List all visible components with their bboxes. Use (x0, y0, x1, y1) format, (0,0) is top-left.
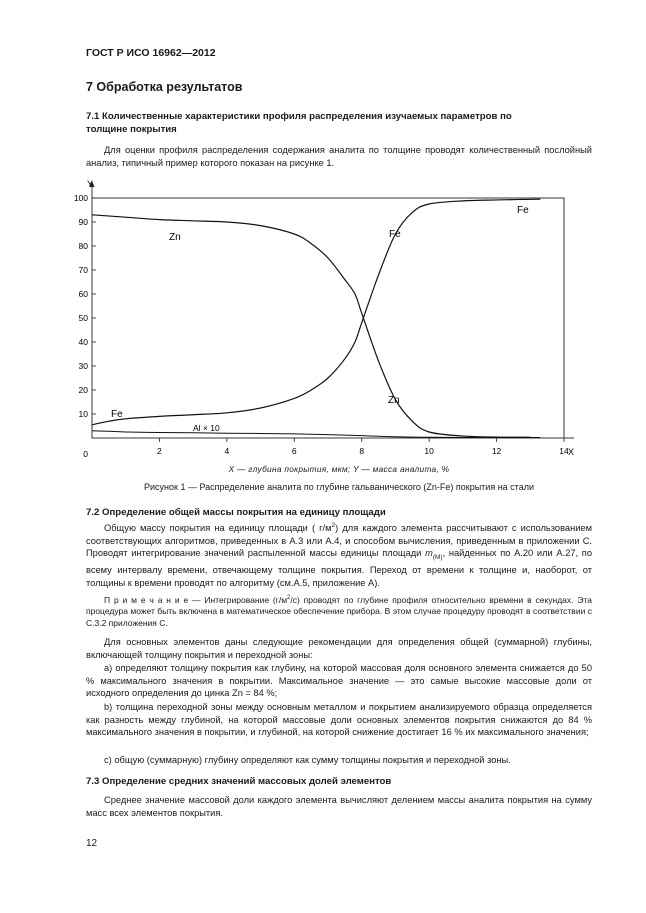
subsection-7-2-title: 7.2 Определение общей массы покрытия на единицу площади (86, 507, 386, 518)
y-tick-label: 20 (78, 385, 88, 395)
y-tick-label: 60 (78, 289, 88, 299)
annotation-al: Al × 10 (193, 423, 220, 433)
axis-y-label: Y (87, 179, 94, 189)
y-tick-label: 40 (78, 337, 88, 347)
x-tick-label: 12 (491, 446, 502, 456)
y-tick-label: 100 (73, 193, 88, 203)
x-tick-label: 10 (424, 446, 434, 456)
p721-part-c: , найденных по А.20 или А.27, по всему интервалу времени, отвечающему толщине покрытия. Переход от времени к толщине и, наоборот, от толщины к времени проводят по алгоритму (см.А.5, приложение А). (86, 548, 593, 588)
subsection-7-1-title-line-2: толщине покрытия (86, 123, 177, 135)
annotation-zn-upper: Zn (169, 232, 181, 243)
plot-frame (92, 198, 564, 438)
x-tick-label: 14 (559, 446, 569, 456)
note-superscript-2: 2 (287, 595, 291, 601)
series-line-zn (92, 215, 530, 437)
figure-1-chart (73, 176, 580, 466)
series-line-fe (92, 199, 540, 425)
y-tick-label: 10 (78, 409, 88, 419)
p721-symbol-m: m (425, 548, 433, 559)
paragraph-7-2-item-a: а) определяют толщину покрытия как глубину, на которой массовая доля основного элемента снижается до 50 % максимального значения в покрытии. Максимальное значение — это самые высокие массовые доли от исходного определения до цинка Zn = 84 %; (86, 663, 592, 698)
paragraph-7-2-item-b: b) толщина переходной зоны между основным металлом и покрытием анализируемого образца определяется как разность между глубиной, на которой массовые доли основных элементов покрытия снижаются до 84 % максимального значения в покрытии, и глубиной, на которой снижение достигает 16 % их максимального значения; (86, 702, 592, 737)
y-tick-label: 30 (78, 361, 88, 371)
paragraph-7-1: Для оценки профиля распределения содержания аналита по толщине проводят количественный послойный анализ, типичный пример которого показан на рисунке 1. (86, 145, 592, 168)
x-tick-label: 2 (157, 446, 162, 456)
annotation-fe-upper: Fe (389, 229, 401, 240)
y-tick-label: 70 (78, 265, 88, 275)
annotation-fe-lower: Fe (111, 409, 123, 420)
p721-part-a: Общую массу покрытия на единицу площади ( г/м (104, 523, 332, 534)
origin-label: 0 (83, 449, 88, 459)
subsection-7-1-title-line-1: 7.1 Количественные характеристики профиля распределения изучаемых параметров по (86, 111, 512, 122)
p721-symbol-m-subscript: (M) (432, 553, 443, 561)
y-tick-label: 90 (78, 217, 88, 227)
annotation-zn-lower: Zn (388, 395, 400, 406)
y-tick-label: 80 (78, 241, 88, 251)
x-tick-label: 4 (224, 446, 230, 456)
x-tick-label: 6 (291, 446, 297, 456)
note-part-a: П р и м е ч а н и е — Интегрирование (г/м (104, 594, 288, 605)
paragraph-7-2-2: Для основных элементов даны следующие рекомендации для определения общей (суммарной) глубины, включающей толщину покрытия и переходной зоны: (86, 637, 592, 660)
subsection-7-1-title (86, 111, 596, 136)
note-part-b: /с) проводят по глубине профиля относительно времени в секундах. Эта процедура может быть включена в математическое обеспечение прибора. В этом случае процедуру проводят в соответствии с С.3.2 приложения С. (86, 594, 592, 628)
axis-x-label: X (568, 447, 575, 457)
note-7-2 (86, 593, 592, 629)
annotation-fe-right: Fe (517, 205, 529, 216)
p721-part-b: ) для каждого элемента рассчитывают с использованием соответствующих алгоритмов, приведенных в А.3 или А.4, и способом вычисления, приведенным в приложении С. Проводят интегрирование значений распыленной массы единицы площади (86, 523, 592, 559)
page-number: 12 (86, 838, 98, 849)
paragraph-7-3: Среднее значение массовой доли каждого элемента вычисляют делением массы аналита покрытия на сумму масс всех элементов покрытия. (86, 795, 592, 818)
superscript-2: 2 (331, 522, 336, 529)
section-title: 7 Обработка результатов (86, 80, 243, 94)
y-tick-label: 50 (78, 313, 88, 323)
figure-axis-note: X — глубина покрытия, мкм; Y — масса аналита, % (228, 464, 450, 474)
figure-caption: Рисунок 1 — Распределение аналита по глубине гальванического (Zn-Fe) покрытия на стали (144, 482, 534, 492)
paragraph-7-2-item-c: с) общую (суммарную) глубину определяют как сумму толщины покрытия и переходной зоны. (104, 755, 511, 765)
x-tick-label: 8 (359, 446, 365, 456)
document-header: ГОСТ Р ИСО 16962—2012 (86, 47, 216, 59)
subsection-7-3-title: 7.3 Определение средних значений массовых долей элементов (86, 776, 392, 787)
paragraph-7-2-1 (86, 520, 592, 589)
